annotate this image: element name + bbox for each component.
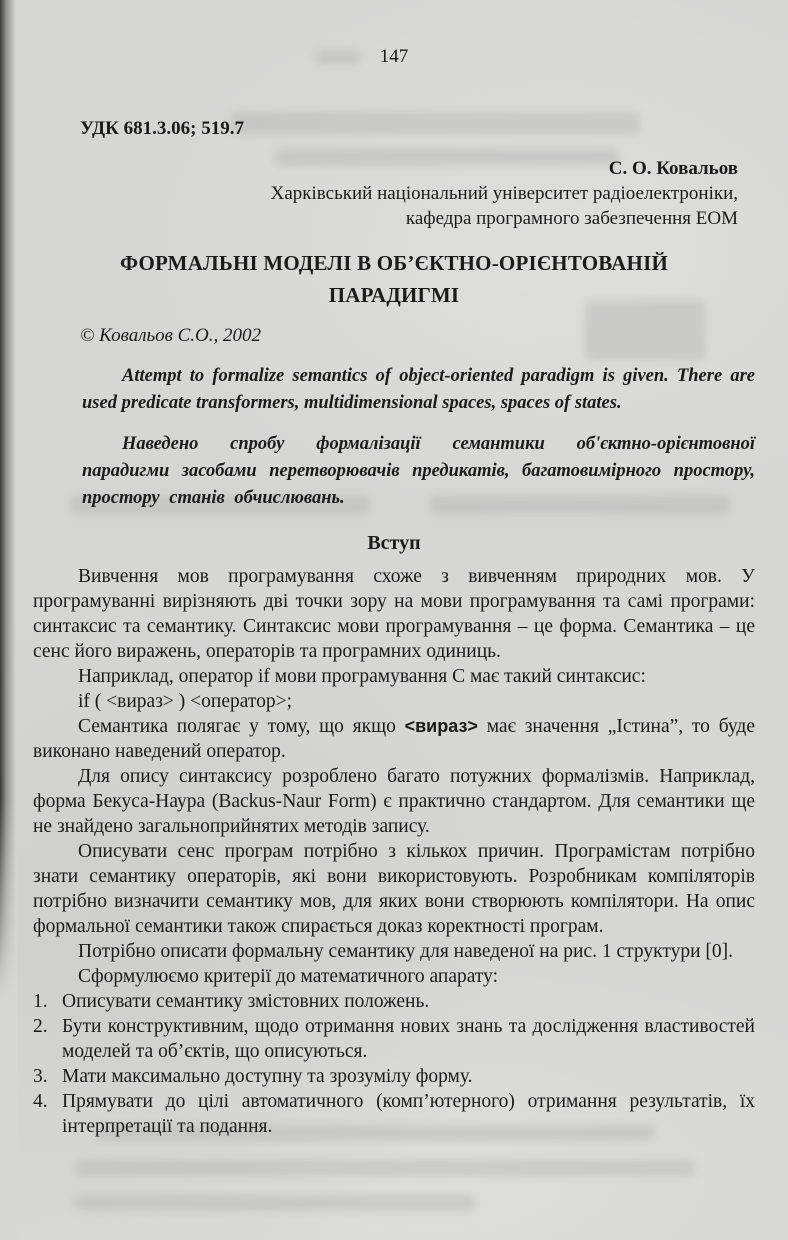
- list-item-number: 2.: [33, 1016, 48, 1037]
- list-item-number: 1.: [33, 991, 48, 1012]
- list-item-text: Описувати семантику змістовних положень.: [62, 991, 430, 1012]
- criteria-list: [33, 989, 755, 1139]
- list-item-text: Бути конструктивним, щодо отримання нових знань та дослідження властивостей моделей та об’єктів, що описуються.: [62, 1016, 755, 1062]
- bleed-through-artifact: [75, 1195, 475, 1211]
- list-item: [33, 1089, 755, 1139]
- paragraph-1: Вивчення мов програмування схоже з вивченням природних мов. У програмуванні вирізняють дві точки зору на мови програмування та самі програми: синтаксис та семантику. Синтаксис мови програмування – це форма. Семантика – це сенс його виражень, операторів та програмних одиниць.: [33, 566, 755, 662]
- paragraph-5: Для опису синтаксису розроблено багато потужних формалізмів. Наприклад, форма Бекуса-Наура (Backus-Naur Form) є практично стандартом. Для семантики ще не знайдено загальноприйнятих методів запису.: [33, 766, 755, 837]
- page-number: 147: [379, 46, 409, 67]
- abstract-ukrainian: Наведено спробу формалізації семантики об'єктно-орієнтовної парадигми засобами перетворювачів предикатів, багатовимірного простору, простору станів обчислювань.: [82, 434, 755, 508]
- udc-code: УДК 681.3.06; 519.7: [80, 118, 244, 139]
- paragraph-2: Наприклад, оператор if мови програмування С має такий синтаксис:: [78, 666, 646, 687]
- list-item-text: Прямувати до цілі автоматичного (комп’ютерного) отримання результатів, їх інтерпретації та подання.: [62, 1091, 755, 1137]
- paragraph-4-before: Семантика полягає у тому, що якщо: [78, 716, 405, 737]
- list-item: [33, 1014, 755, 1064]
- list-item: [33, 1064, 755, 1089]
- paragraph-7: Потрібно описати формальну семантику для наведеної на рис. 1 структури [0].: [78, 941, 734, 962]
- paragraph-4-after: має значення „Істина”, то буде виконано наведений оператор.: [33, 716, 755, 762]
- copyright-line: © Ковальов С.О., 2002: [80, 325, 262, 346]
- paragraph-6: Описувати сенс програм потрібно з кількох причин. Програмістам потрібно знати семантику операторів, які вони використовують. Розробникам компіляторів потрібно визначити семантику мов, для яких вони створюють компілятори. На опис формальної семантики також спирається доказ коректності програм.: [33, 841, 755, 937]
- list-item: [33, 989, 755, 1014]
- body-text: [33, 564, 755, 1139]
- paragraph-4-term: <вираз>: [404, 716, 478, 736]
- paragraph-8: Сформулюємо критерії до математичного апарату:: [78, 966, 499, 987]
- article-title: [33, 247, 755, 311]
- bleed-through-artifact: [75, 1160, 695, 1176]
- affiliation-line-1: Харківський національний університет радіоелектроніки,: [270, 183, 738, 204]
- abstract-english: Attempt to formalize semantics of object-oriented paradigm is given. There are used predicate transformers, multidimensional spaces, spaces of states.: [82, 366, 755, 413]
- paragraph-4: [33, 714, 755, 764]
- paragraph-3-code-line: if ( <вираз> ) <оператор>;: [78, 691, 293, 712]
- author-block: [33, 156, 755, 231]
- article-title-line-1: ФОРМАЛЬНІ МОДЕЛІ В ОБ’ЄКТНО-ОРІЄНТОВАНІЙ: [120, 251, 668, 275]
- list-item-number: 3.: [33, 1066, 48, 1087]
- affiliation-line-2: кафедра програмного забезпечення ЕОМ: [405, 208, 738, 229]
- author-name: С. О. Ковальов: [608, 158, 738, 179]
- list-item-text: Мати максимально доступну та зрозумілу форму.: [62, 1066, 473, 1087]
- section-heading-vstup: Вступ: [367, 532, 421, 554]
- article-title-line-2: ПАРАДИГМІ: [328, 283, 460, 307]
- list-item-number: 4.: [33, 1091, 48, 1112]
